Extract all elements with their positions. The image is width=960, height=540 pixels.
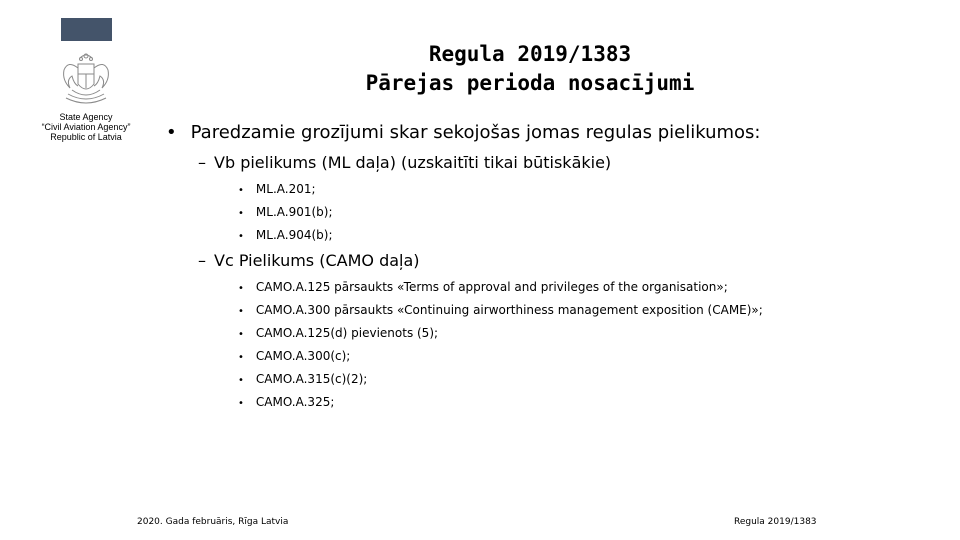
bullet-marker: • xyxy=(238,283,244,294)
footer-date: 2020. Gada februāris, Rīga Latvia xyxy=(137,517,289,527)
list-item-text: CAMO.A.300(c); xyxy=(255,349,351,363)
bullet-marker: • xyxy=(238,352,244,363)
list-item-text: ML.A.901(b); xyxy=(255,205,333,219)
list-item xyxy=(238,394,334,412)
agency-line: “Civil Aviation Agency” xyxy=(41,122,131,132)
list-item-text: ML.A.201; xyxy=(255,182,316,196)
bullet-marker: • xyxy=(238,208,244,219)
agency-name xyxy=(30,112,142,142)
list-item xyxy=(238,371,367,389)
list-item xyxy=(238,325,438,343)
section-heading-text: Vb pielikums (ML daļa) (uzskaitīti tikai būtiskākie) xyxy=(214,153,612,172)
list-item-text: CAMO.A.125 pārsaukts «Terms of approval and privileges of the organisation»; xyxy=(255,280,728,294)
bullet-marker: • xyxy=(238,398,244,409)
list-item-text: ML.A.904(b); xyxy=(255,228,333,242)
bullet-marker: • xyxy=(238,306,244,317)
slide-title xyxy=(300,40,760,98)
list-item xyxy=(238,204,333,222)
list-item-text: CAMO.A.300 pārsaukts «Continuing airworthiness management exposition (CAME)»; xyxy=(255,303,763,317)
title-line-2: Pārejas perioda nosacījumi xyxy=(365,71,695,95)
dash-marker: – xyxy=(198,251,206,270)
brand-bar xyxy=(61,18,112,41)
dash-marker: – xyxy=(198,153,206,172)
section-heading-vc xyxy=(198,250,420,272)
bullet-marker: • xyxy=(238,231,244,242)
list-item-text: CAMO.A.325; xyxy=(255,395,335,409)
footer-doc-ref: Regula 2019/1383 xyxy=(734,517,817,527)
list-item xyxy=(238,302,763,320)
section-heading-vb xyxy=(198,152,611,174)
agency-line: State Agency xyxy=(59,112,113,122)
bullet-marker: • xyxy=(166,122,177,143)
list-item xyxy=(238,348,350,366)
agency-line: Republic of Latvia xyxy=(50,132,122,142)
main-bullet xyxy=(166,120,760,146)
latvia-coat-of-arms-icon xyxy=(56,50,116,112)
title-line-1: Regula 2019/1383 xyxy=(428,42,632,66)
list-item xyxy=(238,279,728,297)
main-bullet-text: Paredzamie grozījumi skar sekojošas jomas regulas pielikumos: xyxy=(190,122,761,143)
bullet-marker: • xyxy=(238,185,244,196)
list-item-text: CAMO.A.315(c)(2); xyxy=(255,372,368,386)
list-item-text: CAMO.A.125(d) pievienots (5); xyxy=(255,326,439,340)
bullet-marker: • xyxy=(238,375,244,386)
list-item xyxy=(238,227,333,245)
section-heading-text: Vc Pielikums (CAMO daļa) xyxy=(214,251,420,270)
bullet-marker: • xyxy=(238,329,244,340)
list-item xyxy=(238,181,316,199)
